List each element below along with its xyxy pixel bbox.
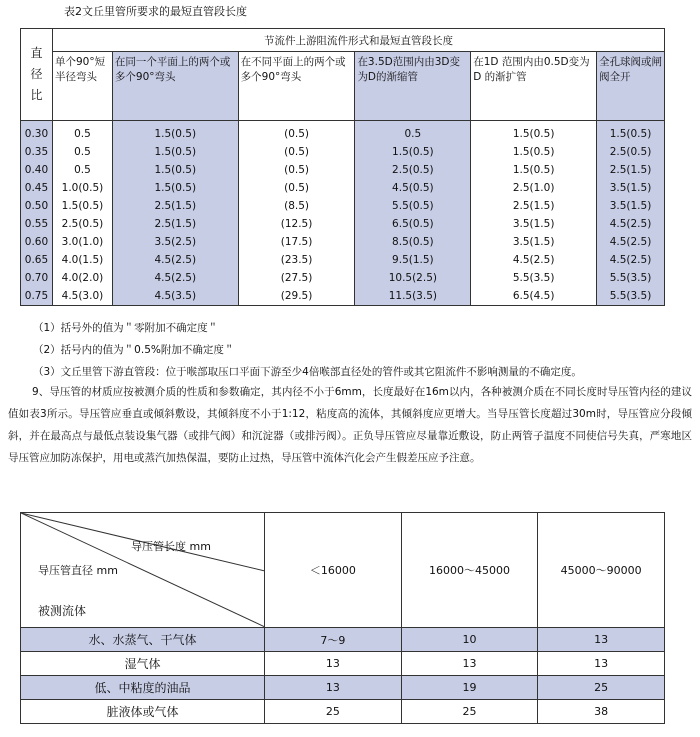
value-cell: 13 [538,628,665,652]
value-cell: 5.5(3.5) [471,269,597,287]
column-header: 全孔球阀或闸阀全开 [597,52,665,121]
value-cell: 5.5(3.5) [597,269,665,287]
value-cell: 1.5(0.5) [112,143,238,161]
value-cell: 25 [538,676,665,700]
diameter-ratio-header: 直 径 比 [21,29,53,121]
value-cell: 6.5(0.5) [355,215,471,233]
column-header: 在不同平面上的两个或多个90°弯头 [238,52,355,121]
value-cell: 19 [401,676,538,700]
length-range-header: ＜16000 [265,513,402,628]
table-row [21,233,665,251]
value-cell: 10 [401,628,538,652]
table1-caption: 表2文丘里管所要求的最短直管段长度 [64,5,247,18]
value-cell: 7～9 [265,628,402,652]
ratio-cell: 0.50 [21,197,53,215]
table-row [21,143,665,161]
value-cell: 6.5(4.5) [471,287,597,306]
medium-label: 被测流体 [38,604,87,618]
value-cell: (0.5) [238,143,355,161]
value-cell: 0.5 [52,143,112,161]
value-cell: (0.5) [238,179,355,197]
value-cell: 4.0(2.0) [52,269,112,287]
value-cell: 4.5(2.5) [597,251,665,269]
ratio-cell: 0.35 [21,143,53,161]
column-header: 单个90°短半径弯头 [52,52,112,121]
value-cell: (27.5) [238,269,355,287]
value-cell: 4.5(3.0) [52,287,112,306]
value-cell: 4.5(2.5) [112,251,238,269]
table-row [21,676,665,700]
diagonal-header-cell [21,513,265,628]
value-cell: 1.5(0.5) [112,161,238,179]
ratio-cell: 0.55 [21,215,53,233]
ratio-cell: 0.40 [21,161,53,179]
value-cell: 2.5(1.5) [471,197,597,215]
value-cell: 13 [538,652,665,676]
value-cell: 4.5(2.5) [471,251,597,269]
ratio-cell: 0.30 [21,121,53,144]
straight-pipe-length-table [20,28,665,306]
value-cell: 5.5(3.5) [597,287,665,306]
value-cell: 4.5(3.5) [112,287,238,306]
pipe-length-label: 导压管长度 mm [131,540,211,553]
value-cell: 0.5 [52,121,112,144]
value-cell: 5.5(0.5) [355,197,471,215]
value-cell: 13 [401,652,538,676]
value-cell: 2.5(1.5) [112,215,238,233]
table-row [21,215,665,233]
value-cell: 3.5(1.5) [597,197,665,215]
body-paragraph: 9、导压管的材质应按被测介质的性质和参数确定，其内径不小于6mm，长度最好在16m以内，各种被测介质在不同长度时导压管内径的建议值如表3所示。导压管应垂直或倾斜敷设，其倾斜度不小于1:12，粘度高的流体，其倾斜度应更增大。当导压管长度超过30m时，导压管应分段倾斜，并在最高点与最低点装设集气器（或排气阀）和沉淀器（或排污阀）。正负导压管应尽量靠近敷设，防止两管子温度不同使信号失真，严寒地区导压管应加防冻保护，用电或蒸汽加热保温，要防止过热，导压管中流体汽化会产生假差压应予注意。 [8,386,692,464]
table-row [21,700,665,724]
value-cell: 3.5(1.5) [597,179,665,197]
value-cell: (8.5) [238,197,355,215]
medium-cell: 湿气体 [21,652,265,676]
value-cell: 3.0(1.0) [52,233,112,251]
table-row [21,251,665,269]
value-cell: 3.5(1.5) [471,233,597,251]
group-header: 节流件上游阻流件形式和最短直管段长度 [52,29,664,52]
ratio-cell: 0.45 [21,179,53,197]
value-cell: 2.5(0.5) [52,215,112,233]
value-cell: 1.5(0.5) [597,121,665,144]
value-cell: 0.5 [355,121,471,144]
value-cell: 1.0(0.5) [52,179,112,197]
value-cell: 1.5(0.5) [355,143,471,161]
value-cell: (12.5) [238,215,355,233]
value-cell: (17.5) [238,233,355,251]
value-cell: 3.5(2.5) [112,233,238,251]
value-cell: 4.0(1.5) [52,251,112,269]
value-cell: 1.5(0.5) [112,121,238,144]
value-cell: 25 [401,700,538,724]
value-cell: (0.5) [238,161,355,179]
ratio-cell: 0.65 [21,251,53,269]
value-cell: 13 [265,652,402,676]
note: （1）括号外的值为＂零附加不确定度＂ [33,322,219,334]
column-header: 在1D 范围内由0.5D变为 D 的渐扩管 [471,52,597,121]
value-cell: 1.5(0.5) [52,197,112,215]
value-cell: 2.5(1.5) [112,197,238,215]
ratio-cell: 0.70 [21,269,53,287]
value-cell: 4.5(2.5) [597,215,665,233]
note: （3）文丘里管下游直管段：位于喉部取压口平面下游至少4倍喉部直径处的管件或其它阻流件不影响测量的不确定度。 [33,366,582,378]
value-cell: 2.5(1.0) [471,179,597,197]
table-row [21,269,665,287]
value-cell: 1.5(0.5) [471,161,597,179]
impulse-line-diameter-table [20,512,665,724]
value-cell: 2.5(0.5) [355,161,471,179]
table-row [21,197,665,215]
value-cell: (29.5) [238,287,355,306]
table-row [21,121,665,144]
value-cell: 38 [538,700,665,724]
table-row [21,652,665,676]
value-cell: 25 [265,700,402,724]
length-range-header: 45000～90000 [538,513,665,628]
value-cell: 1.5(0.5) [112,179,238,197]
table-row [21,628,665,652]
pipe-diameter-label: 导压管直径 mm [38,564,118,577]
column-header: 在同一个平面上的两个或多个90°弯头 [112,52,238,121]
medium-cell: 脏液体或气体 [21,700,265,724]
value-cell: (23.5) [238,251,355,269]
value-cell: 4.5(0.5) [355,179,471,197]
value-cell: 9.5(1.5) [355,251,471,269]
value-cell: 8.5(0.5) [355,233,471,251]
table-notes [33,317,582,383]
table-row [21,179,665,197]
column-header: 在3.5D范围内由3D变为D的渐缩管 [355,52,471,121]
value-cell: 0.5 [52,161,112,179]
ratio-cell: 0.75 [21,287,53,306]
ratio-cell: 0.60 [21,233,53,251]
table-row [21,161,665,179]
value-cell: 13 [265,676,402,700]
value-cell: 2.5(0.5) [597,143,665,161]
value-cell: 10.5(2.5) [355,269,471,287]
value-cell: (0.5) [238,121,355,144]
length-range-header: 16000～45000 [401,513,538,628]
note: （2）括号内的值为＂0.5%附加不确定度＂ [33,344,235,356]
value-cell: 11.5(3.5) [355,287,471,306]
value-cell: 1.5(0.5) [471,143,597,161]
medium-cell: 低、中粘度的油品 [21,676,265,700]
table-row [21,287,665,306]
value-cell: 3.5(1.5) [471,215,597,233]
value-cell: 1.5(0.5) [471,121,597,144]
value-cell: 4.5(2.5) [112,269,238,287]
value-cell: 2.5(1.5) [597,161,665,179]
medium-cell: 水、水蒸气、干气体 [21,628,265,652]
value-cell: 4.5(2.5) [597,233,665,251]
